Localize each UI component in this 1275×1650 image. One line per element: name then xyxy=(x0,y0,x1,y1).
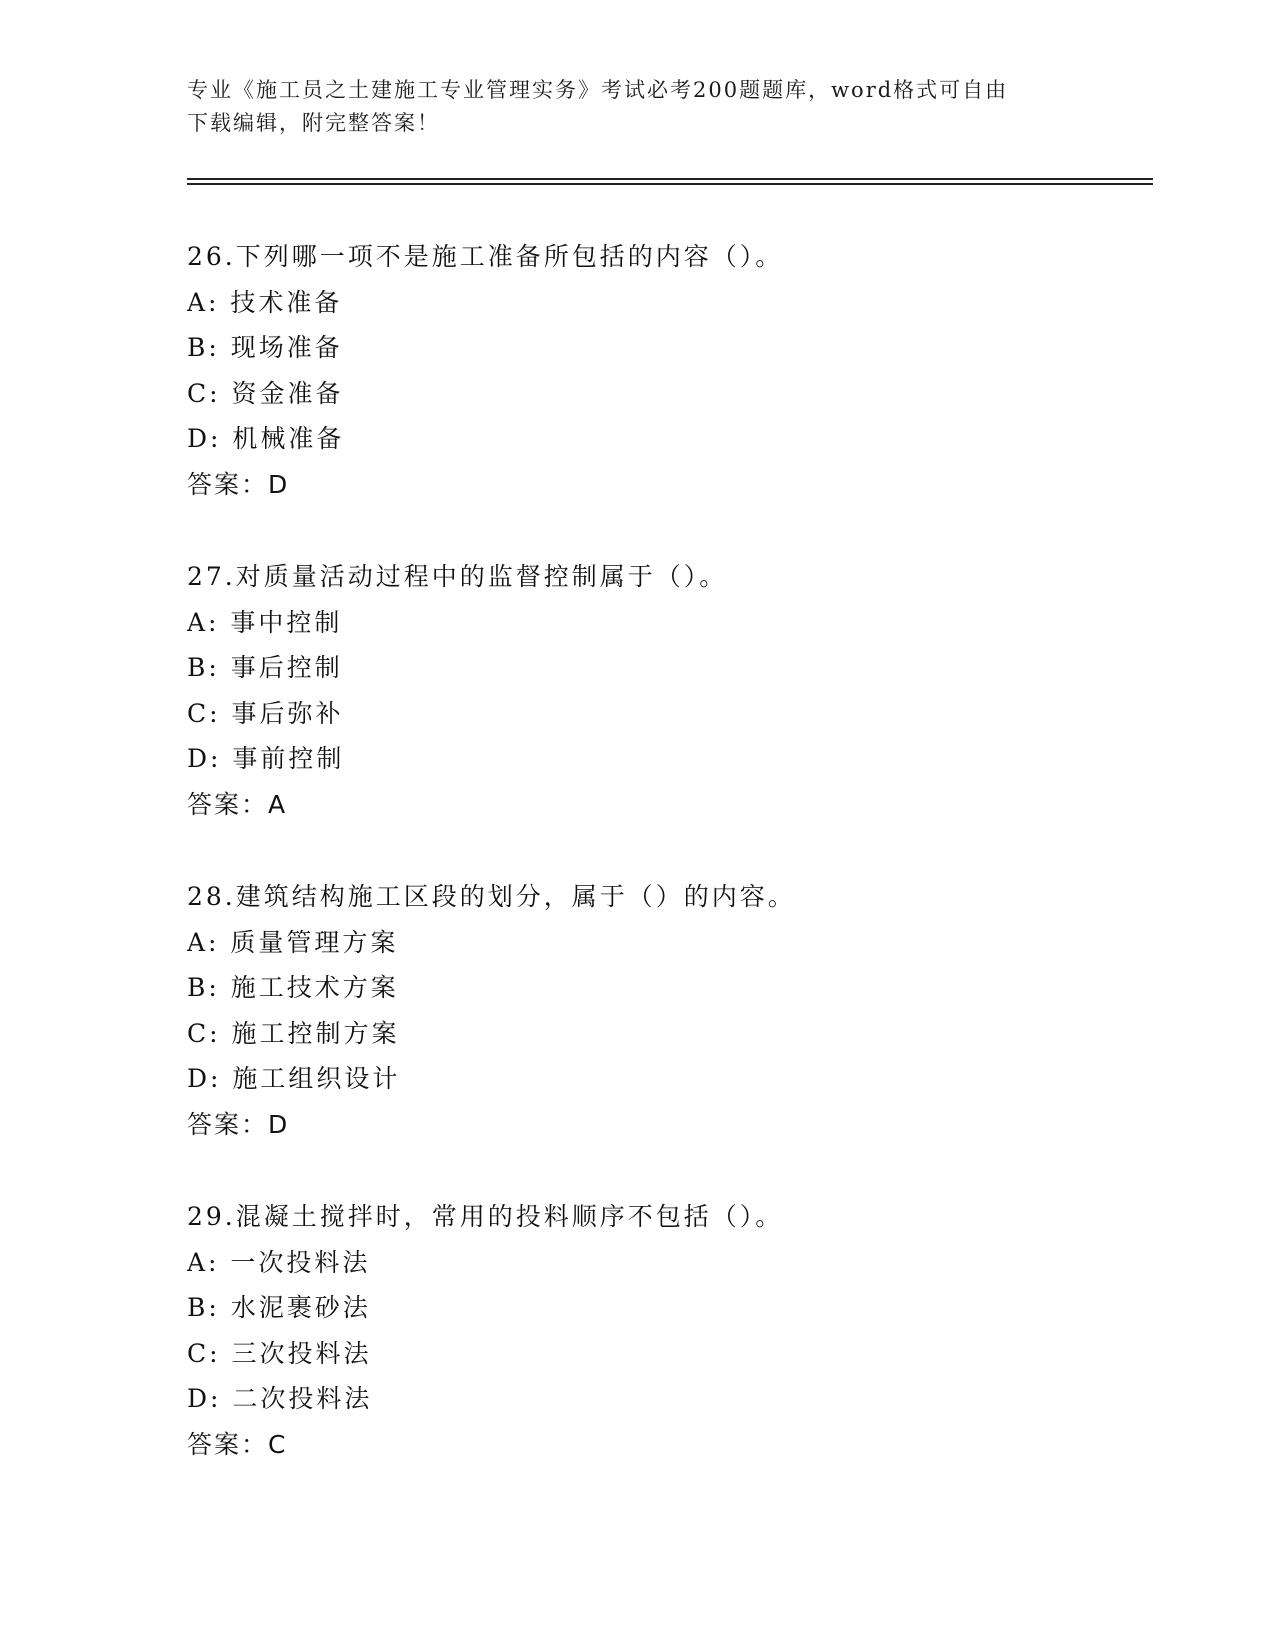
option-c: C: 三次投料法 xyxy=(187,1338,372,1368)
question-stem: 27.对质量活动过程中的监督控制属于（）。 xyxy=(187,562,728,591)
option-c: C: 施工控制方案 xyxy=(187,1018,400,1048)
option-c: C: 事后弥补 xyxy=(187,698,344,728)
document-header xyxy=(187,74,1067,140)
question-28 xyxy=(187,874,1147,1194)
header-line-1: 专业《施工员之土建施工专业管理实务》考试必考200题题库，word格式可自由 xyxy=(187,78,1009,102)
question-stem: 28.建筑结构施工区段的划分，属于（）的内容。 xyxy=(187,882,796,911)
option-a: A: 事中控制 xyxy=(187,607,343,637)
question-26 xyxy=(187,234,1147,554)
option-b: B: 事后控制 xyxy=(187,653,343,682)
option-c: C: 资金准备 xyxy=(187,378,344,408)
option-b: B: 现场准备 xyxy=(187,333,343,362)
option-a: A: 一次投料法 xyxy=(187,1247,371,1277)
question-list xyxy=(187,234,1147,1514)
option-d: D: 机械准备 xyxy=(187,424,345,453)
option-d: D: 二次投料法 xyxy=(187,1384,373,1413)
option-d: D: 事前控制 xyxy=(187,744,345,773)
question-29 xyxy=(187,1194,1147,1514)
option-a: A: 质量管理方案 xyxy=(187,927,399,957)
answer-line: 答案：D xyxy=(187,1109,290,1139)
answer-line: 答案：D xyxy=(187,469,290,499)
answer-line: 答案：A xyxy=(187,789,288,819)
option-d: D: 施工组织设计 xyxy=(187,1064,401,1093)
option-b: B: 水泥裹砂法 xyxy=(187,1293,371,1322)
header-line-2: 下载编辑，附完整答案！ xyxy=(187,111,440,135)
option-b: B: 施工技术方案 xyxy=(187,973,399,1002)
question-stem: 29.混凝土搅拌时，常用的投料顺序不包括（）。 xyxy=(187,1202,784,1231)
option-a: A: 技术准备 xyxy=(187,287,343,317)
header-divider-top xyxy=(187,178,1153,180)
question-27 xyxy=(187,554,1147,874)
header-divider-bottom xyxy=(187,183,1153,185)
answer-line: 答案：C xyxy=(187,1429,288,1459)
question-stem: 26.下列哪一项不是施工准备所包括的内容（）。 xyxy=(187,242,784,271)
